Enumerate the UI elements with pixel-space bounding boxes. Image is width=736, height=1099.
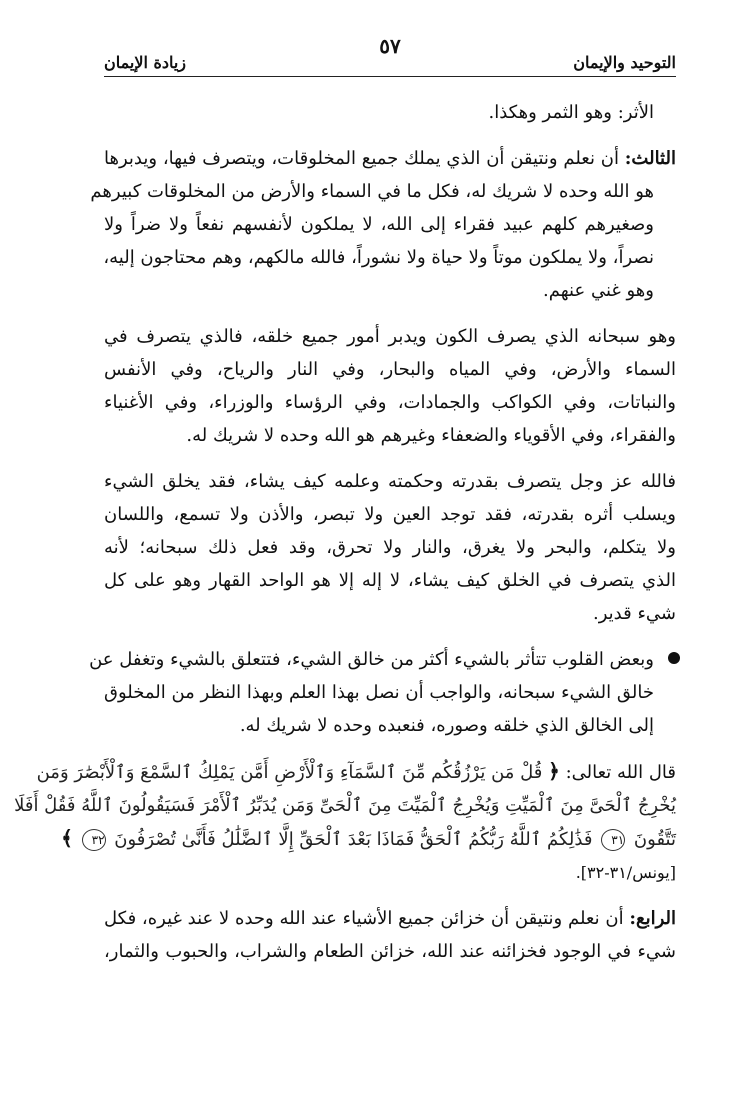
paragraph-line: خالق الشيء سبحانه، والواجب أن نصل بهذا العلم وبهذا النظر من المخلوق: [104, 682, 654, 703]
quran-text: قُلْ مَن يَرْزُقُكُم مِّنَ ٱلسَّمَآءِ وَٱلْأَرْضِ أَمَّن يَمْلِكُ ٱلسَّمْعَ وَٱلْأَبْصَٰرَ وَمَن: [36, 762, 543, 783]
paragraph-line: ولا يتكلم، والبحر ولا يغرق، والنار ولا تحرق، وقد فعل ذلك سبحانه؛ لأنه: [104, 537, 676, 558]
paragraph-line: ويسلب أثره بقدرته، فقد توجد العين ولا تبصر، والأذن ولا تسمع، واللسان: [104, 504, 676, 525]
paragraph-line: الذي يتصرف في الخلق كيف يشاء، لا إله إلا هو الواحد القهار وهو على كل: [104, 570, 676, 591]
paragraph-line: وهو غني عنهم.: [543, 280, 654, 301]
quran-text: فَذَٰلِكُمُ ٱللَّهُ رَبُّكُمُ ٱلْحَقُّ فَمَاذَا بَعْدَ ٱلْحَقِّ إِلَّا ٱلضَّلَٰلُ فَأَنَّىٰ تُصْرَفُونَ: [114, 829, 593, 850]
paragraph-text: أن نعلم ونتيقن أن الذي يملك جميع المخلوقات، ويتصرف فيها، ويدبرها: [104, 148, 619, 169]
paragraph-line: شيء قدير.: [593, 603, 676, 624]
point-label: الثالث:: [624, 148, 676, 169]
paragraph-line: هو الله وحده لا شريك له، فكل ما في السماء والأرض من المخلوقات كبيرهم: [90, 181, 654, 202]
ayah-number-badge: ٣٢: [82, 829, 106, 851]
paragraph-line: والفقراء، وفي الأقوياء والضعفاء وغيرهم هو الله وحده لا شريك له.: [186, 425, 676, 446]
paragraph-line: [104, 902, 676, 935]
quran-line: يُخْرِجُ ٱلْحَىَّ مِنَ ٱلْمَيِّتِ وَيُخْرِجُ ٱلْمَيِّتَ مِنَ ٱلْحَىِّ وَمَن يُدَبِّرُ ٱلْأَمْرَ فَسَيَقُولُونَ ٱللَّهُ فَقُلْ أَفَلَا: [14, 795, 676, 816]
bullet-paragraph: [89, 643, 676, 742]
page-number: ٥٧: [379, 34, 401, 58]
paragraph-line: السماء والأرض، وفي المياه والبحار، وفي النار والرياح، وفي الأنفس: [104, 359, 676, 380]
paragraph-line: وصغيرهم كلهم عبيد فقراء إلى الله، لا يملكون لأنفسهم نفعاً ولا ضراً ولا: [104, 214, 654, 235]
bullet-icon: [668, 652, 680, 664]
page-body: [14, 96, 676, 968]
paragraph-line: وبعض القلوب تتأثر بالشيء أكثر من خالق الشيء، فتتعلق بالشيء وتغفل عن: [89, 649, 654, 670]
paragraph-line: الأثر: وهو الثمر وهكذا.: [488, 102, 654, 123]
quran-open-bracket: ﴿: [548, 759, 560, 783]
running-header: [104, 34, 676, 77]
quran-line: [61, 822, 676, 856]
quran-line: [36, 755, 676, 789]
chapter-title: التوحيد والإيمان: [573, 53, 676, 72]
point-label: الرابع:: [629, 908, 676, 929]
paragraph-line: والنباتات، وفي الكواكب والجمادات، وفي الرؤساء والوزراء، وفي الأغنياء: [104, 392, 676, 413]
quran-close-bracket: ﴾: [61, 826, 73, 850]
paragraph-line: نصراً، ولا يملكون موتاً ولا حياة ولا نشوراً، فالله مالكهم، وهم محتاجون إليه،: [103, 247, 654, 268]
ayah-number-badge: ٣١: [601, 829, 625, 851]
paragraph-line: شيء في الوجود فخزائنه عند الله، خزائن الطعام والشراب، والحبوب والثمار،: [104, 941, 676, 962]
section-title: زيادة الإيمان: [104, 53, 187, 72]
paragraph-line: إلى الخالق الذي خلقه وصوره، فنعبده وحده لا شريك له.: [239, 715, 654, 736]
paragraph-line: وهو سبحانه الذي يصرف الكون ويدبر أمور جميع خلقه، فالذي يتصرف في: [104, 326, 676, 347]
quran-reference: [يونس/٣١-٣٢].: [575, 863, 676, 882]
paragraph-line: [104, 142, 676, 175]
quran-text: تَتَّقُونَ: [633, 829, 676, 850]
paragraph-line: فالله عز وجل يتصرف بقدرته وحكمته وعلمه كيف يشاء، فقد يخلق الشيء: [104, 471, 676, 492]
paragraph-text: أن نعلم ونتيقن أن خزائن جميع الأشياء عند الله وحده لا عند غيره، فكل: [104, 908, 624, 929]
quote-intro: قال الله تعالى:: [565, 762, 676, 783]
